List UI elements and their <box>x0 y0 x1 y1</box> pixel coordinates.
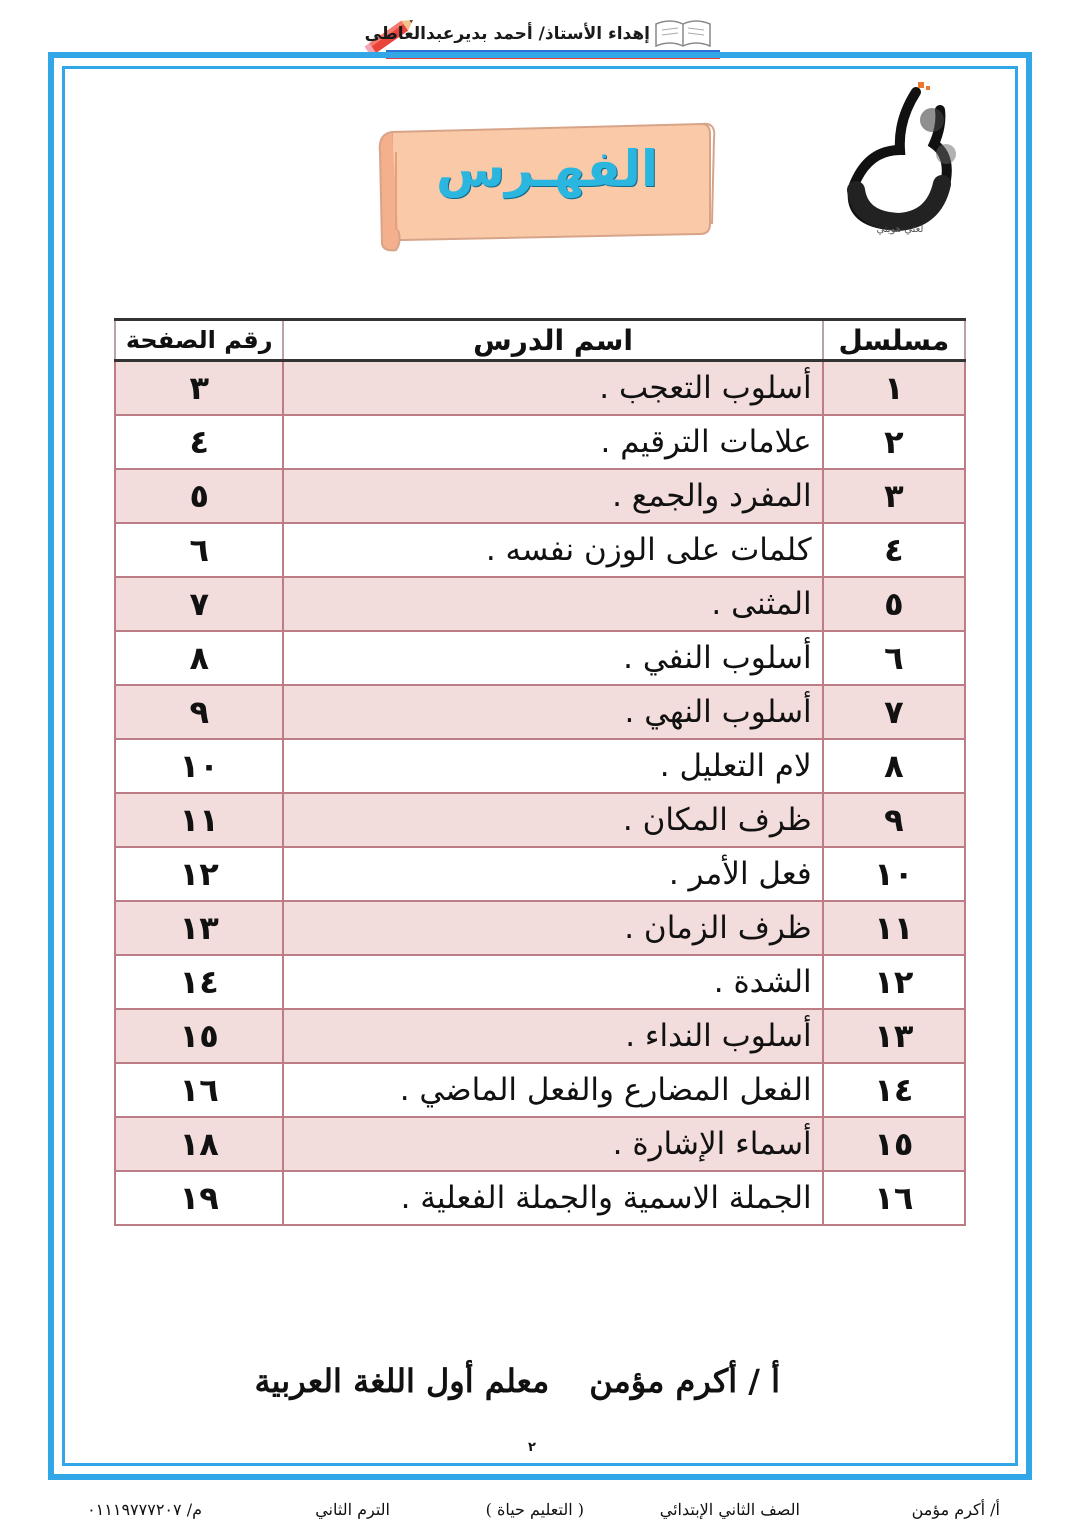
footer-curriculum: ( التعليم حياة ) <box>485 1500 584 1519</box>
row-lesson-name: علامات الترقيم . <box>283 415 822 469</box>
row-page-number: ١٩ <box>115 1171 283 1225</box>
row-page-number: ٤ <box>115 415 283 469</box>
table-row <box>115 793 965 847</box>
row-serial: ٢ <box>823 415 965 469</box>
footer-phone: م/ ٠١١١٩٧٧٧٢٠٧ <box>87 1500 202 1519</box>
header-serial: مسلسل <box>823 320 965 361</box>
row-page-number: ٣ <box>115 361 283 416</box>
table-header-row <box>115 320 965 361</box>
table-row <box>115 523 965 577</box>
row-serial: ١٦ <box>823 1171 965 1225</box>
footer-teacher: أ/ أكرم مؤمن <box>911 1500 1000 1519</box>
row-lesson-name: ظرف الزمان . <box>283 901 822 955</box>
row-lesson-name: المفرد والجمع . <box>283 469 822 523</box>
row-serial: ٥ <box>823 577 965 631</box>
row-serial: ١٠ <box>823 847 965 901</box>
table-row <box>115 685 965 739</box>
table-row <box>115 469 965 523</box>
row-page-number: ٨ <box>115 631 283 685</box>
row-page-number: ٥ <box>115 469 283 523</box>
page-title: الفهـرس <box>435 140 659 198</box>
page-number: ٢ <box>528 1440 536 1455</box>
header-lesson: اسم الدرس <box>283 320 822 361</box>
row-lesson-name: الجملة الاسمية والجملة الفعلية . <box>283 1171 822 1225</box>
row-lesson-name: فعل الأمر . <box>283 847 822 901</box>
table-row <box>115 847 965 901</box>
header-page: رقم الصفحة <box>115 320 283 361</box>
teacher-signature <box>254 1362 780 1400</box>
row-serial: ٤ <box>823 523 965 577</box>
row-lesson-name: المثنى . <box>283 577 822 631</box>
table-row <box>115 1063 965 1117</box>
row-serial: ١٢ <box>823 955 965 1009</box>
row-lesson-name: كلمات على الوزن نفسه . <box>283 523 822 577</box>
row-serial: ١٥ <box>823 1117 965 1171</box>
page-footer <box>80 1500 1000 1530</box>
row-page-number: ٧ <box>115 577 283 631</box>
table-row <box>115 1117 965 1171</box>
row-lesson-name: أسلوب النهي . <box>283 685 822 739</box>
row-serial: ١٣ <box>823 1009 965 1063</box>
row-lesson-name: لام التعليل . <box>283 739 822 793</box>
table-row <box>115 415 965 469</box>
row-page-number: ١٦ <box>115 1063 283 1117</box>
row-page-number: ١٢ <box>115 847 283 901</box>
table-row <box>115 955 965 1009</box>
signature-teacher: أ / أكرم مؤمن <box>589 1362 780 1400</box>
row-page-number: ١٨ <box>115 1117 283 1171</box>
table-row <box>115 739 965 793</box>
row-serial: ١ <box>823 361 965 416</box>
row-serial: ١١ <box>823 901 965 955</box>
row-page-number: ١٣ <box>115 901 283 955</box>
table-row <box>115 631 965 685</box>
row-page-number: ٩ <box>115 685 283 739</box>
row-page-number: ١١ <box>115 793 283 847</box>
dedication-text: إهداء الأستاذ/ أحمد بديرعبدالعاطى <box>364 24 650 44</box>
table-row <box>115 901 965 955</box>
row-serial: ٦ <box>823 631 965 685</box>
calligraphy-logo <box>838 80 968 240</box>
row-lesson-name: ظرف المكان . <box>283 793 822 847</box>
logo-caption: لغتي هويتي <box>876 224 924 235</box>
row-lesson-name: الفعل المضارع والفعل الماضي . <box>283 1063 822 1117</box>
row-page-number: ٦ <box>115 523 283 577</box>
table-row <box>115 361 965 416</box>
table-row <box>115 577 965 631</box>
table-row <box>115 1009 965 1063</box>
row-serial: ٣ <box>823 469 965 523</box>
row-page-number: ١٠ <box>115 739 283 793</box>
row-serial: ٩ <box>823 793 965 847</box>
index-table-body <box>115 361 965 1226</box>
footer-grade: الصف الثاني الإبتدائي <box>659 1500 800 1519</box>
row-page-number: ١٤ <box>115 955 283 1009</box>
signature-role: معلم أول اللغة العربية <box>254 1362 550 1400</box>
row-page-number: ١٥ <box>115 1009 283 1063</box>
row-lesson-name: أسماء الإشارة . <box>283 1117 822 1171</box>
row-lesson-name: أسلوب النداء . <box>283 1009 822 1063</box>
table-row <box>115 1171 965 1225</box>
row-serial: ٧ <box>823 685 965 739</box>
row-lesson-name: أسلوب التعجب . <box>283 361 822 416</box>
row-lesson-name: الشدة . <box>283 955 822 1009</box>
row-serial: ١٤ <box>823 1063 965 1117</box>
row-lesson-name: أسلوب النفي . <box>283 631 822 685</box>
index-table <box>114 318 966 1226</box>
book-icon <box>652 16 714 50</box>
row-serial: ٨ <box>823 739 965 793</box>
footer-term: الترم الثاني <box>315 1500 390 1519</box>
